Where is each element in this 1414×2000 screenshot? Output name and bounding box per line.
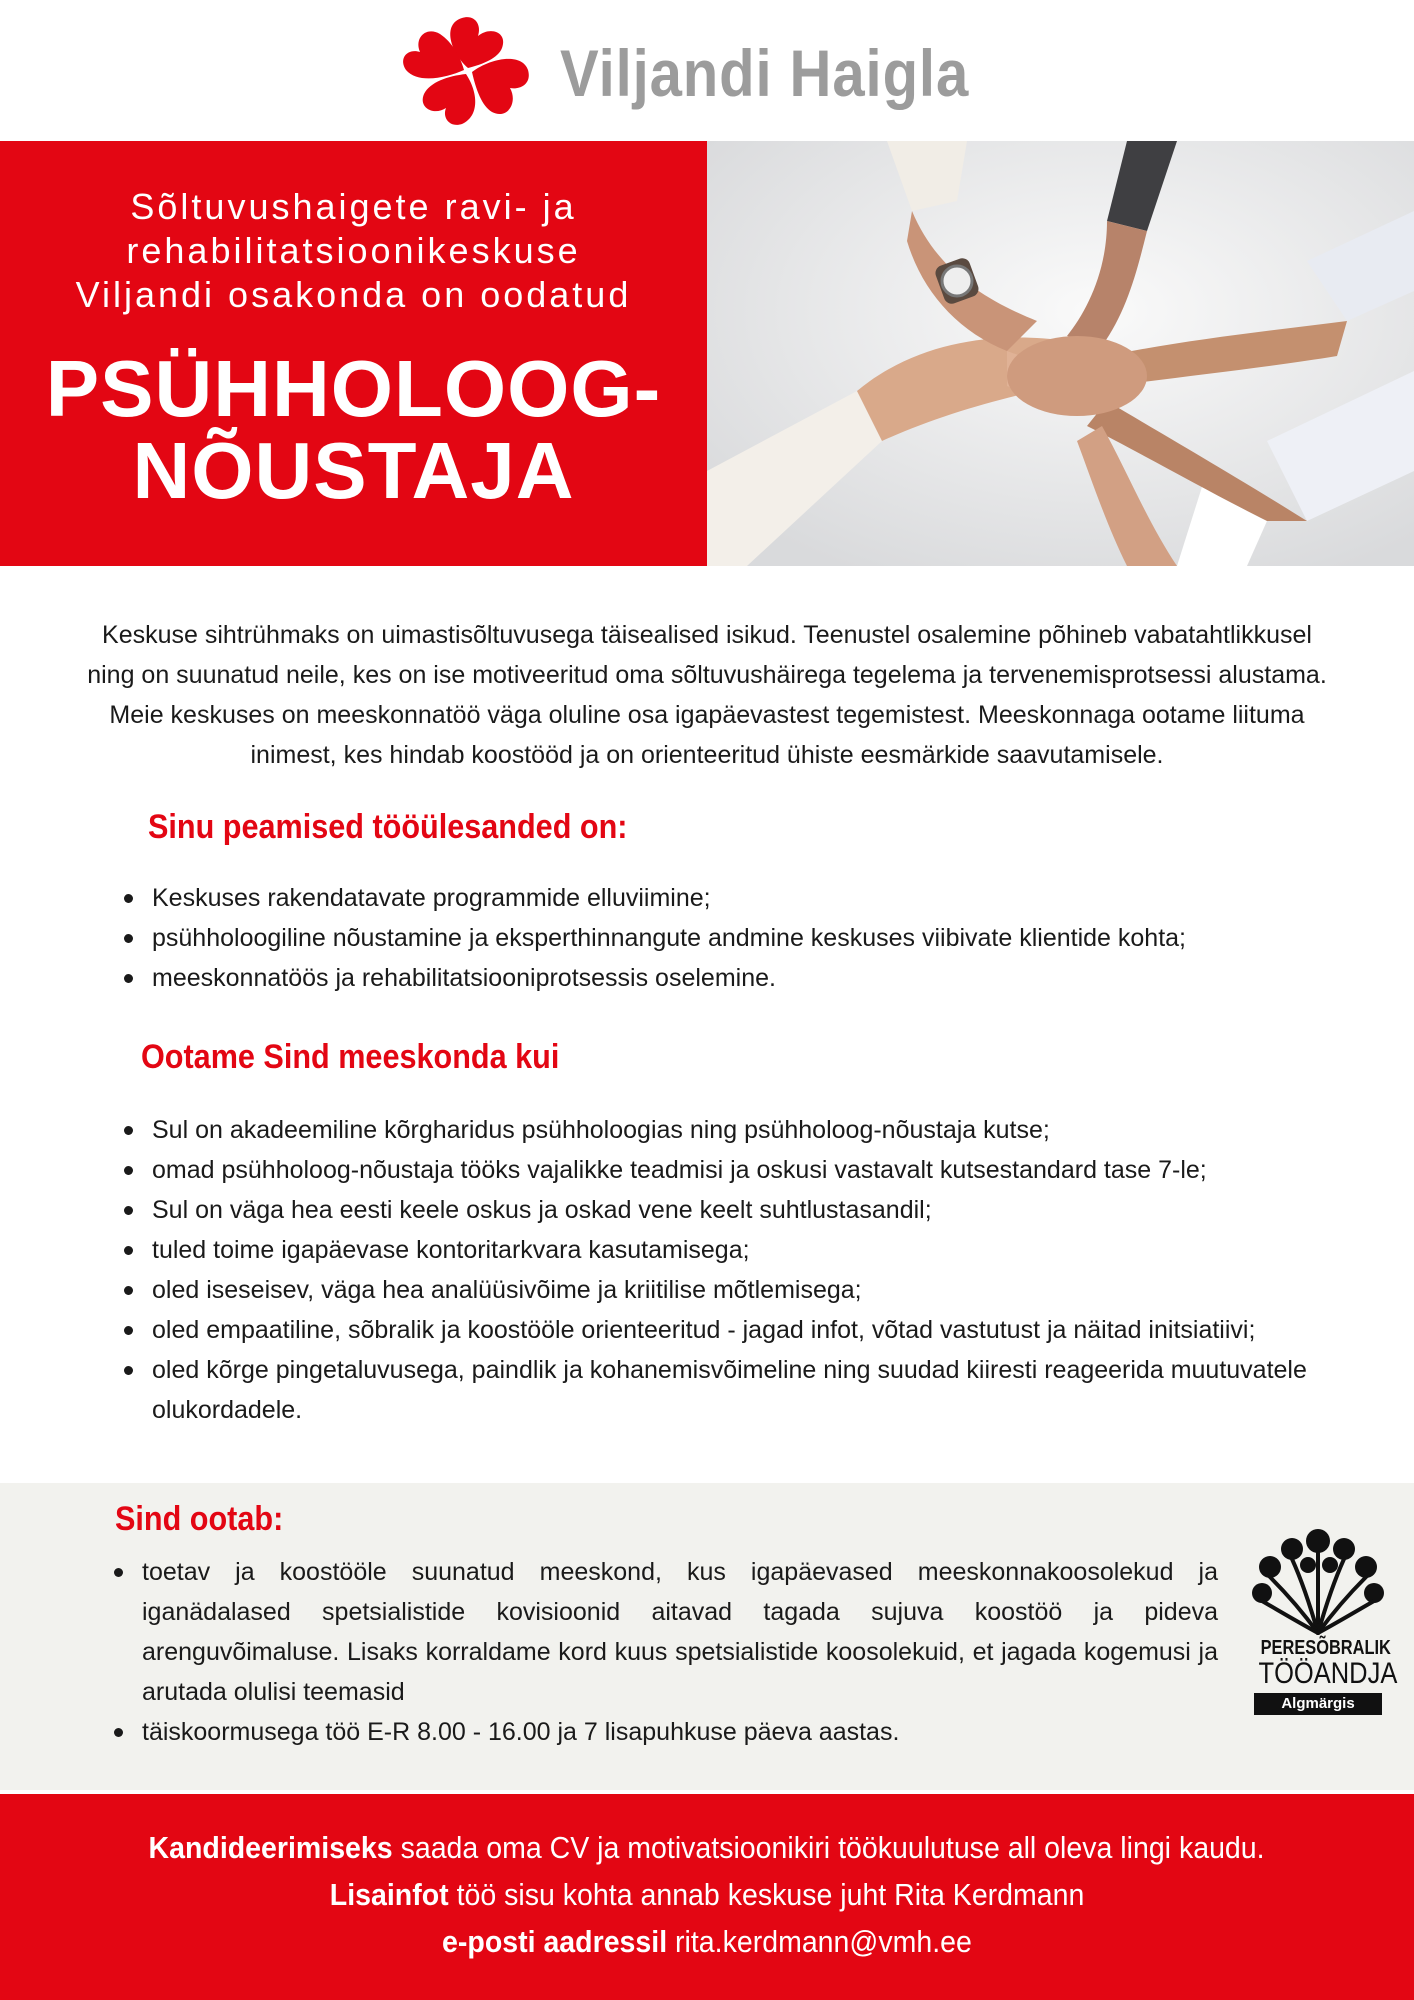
tree-family-icon bbox=[1248, 1525, 1388, 1635]
tasks-list bbox=[120, 878, 1340, 998]
offer-list bbox=[110, 1552, 1218, 1752]
list-item: täiskoormusega töö E-R 8.00 - 16.00 ja 7 lisapuhkuse päeva aastas. bbox=[110, 1712, 1218, 1752]
hero-intro-line: rehabilitatsioonikeskuse bbox=[126, 230, 581, 271]
footer-text: saada oma CV ja motivatsioonikiri töökuulutuse all oleva lingi kaudu. bbox=[393, 1830, 1266, 1865]
footer-line bbox=[0, 1824, 1414, 1871]
badge-line: TÖÖANDJA bbox=[1258, 1657, 1398, 1690]
list-item: oled kõrge pingetaluvusega, paindlik ja kohanemisvõimeline ning suudad kiiresti reageerida muutuvatele olukordadele. bbox=[120, 1350, 1350, 1430]
requirements-list bbox=[120, 1110, 1350, 1430]
hero-intro bbox=[0, 185, 707, 317]
list-item: oled iseseisev, väga hea analüüsivõime ja kriitilise mõtlemisega; bbox=[120, 1270, 1350, 1310]
badge-line: PERESÕBRALIK bbox=[1260, 1637, 1391, 1659]
intro-line: Meie keskuses on meeskonnatöö väga oluline osa igapäevastest tegemistest. Meeskonnaga ootame liituma bbox=[109, 701, 1305, 729]
list-item: omad psühholoog-nõustaja tööks vajalikke teadmisi ja oskusi vastavalt kutsestandard tase 7-le; bbox=[120, 1150, 1350, 1190]
contact-footer bbox=[0, 1794, 1414, 2000]
brand-name: Viljandi Haigla bbox=[559, 35, 969, 110]
intro-paragraph bbox=[70, 615, 1344, 775]
offer-heading: Sind ootab: bbox=[115, 1500, 284, 1538]
clover-logo-icon bbox=[390, 12, 550, 130]
intro-line: inimest, kes hindab koostööd ja on orienteeritud ühiste eesmärkide saavutamisele. bbox=[250, 741, 1164, 769]
brand-header bbox=[0, 0, 1414, 141]
list-item: meeskonnatöös ja rehabilitatsiooniprotsessis oselemine. bbox=[120, 958, 1340, 998]
footer-bold: e-posti aadressil bbox=[442, 1924, 668, 1959]
tasks-heading: Sinu peamised tööülesanded on: bbox=[148, 808, 628, 846]
job-title bbox=[0, 344, 707, 515]
list-item: tuled toime igapäevase kontoritarkvara kasutamisega; bbox=[120, 1230, 1350, 1270]
family-friendly-employer-badge bbox=[1248, 1525, 1398, 1725]
list-item: psühholoogiline nõustamine ja eksperthinnangute andmine keskuses viibivate klientide kohta; bbox=[120, 918, 1340, 958]
list-item: Keskuses rakendatavate programmide elluviimine; bbox=[120, 878, 1340, 918]
hero-intro-line: Sõltuvushaigete ravi- ja bbox=[130, 186, 577, 227]
job-title-line: PSÜHHOLOOG- bbox=[45, 344, 662, 433]
badge-line: Algmärgis bbox=[1254, 1693, 1382, 1715]
intro-line: Keskuse sihtrühmaks on uimastisõltuvusega täisealised isikud. Teenustel osalemine põhineb vabatahtlikkusel bbox=[102, 621, 1312, 649]
footer-bold: Kandideerimiseks bbox=[148, 1830, 394, 1865]
job-title-line: NÕUSTAJA bbox=[132, 426, 575, 515]
list-item: toetav ja koostööle suunatud meeskond, kus igapäevased meeskonnakoosolekud ja iganädalased spetsialistide kovisioonid aitavad tagada sujuva koostöö ja pideva arenguvõimaluse. Lisaks korraldame kord kuus spetsialistide koosolekuid, et jagada kogemusi ja arutada olulisi teemasid bbox=[110, 1552, 1218, 1712]
stacked-hands-photo bbox=[707, 141, 1414, 566]
list-item: oled empaatiline, sõbralik ja koostööle orienteeritud - jagad infot, võtad vastutust ja näitad initsiatiivi; bbox=[120, 1310, 1350, 1350]
hero-banner bbox=[0, 141, 707, 566]
list-item: Sul on väga hea eesti keele oskus ja oskad vene keelt suhtlustasandil; bbox=[120, 1190, 1350, 1230]
footer-line bbox=[0, 1918, 1414, 1965]
footer-bold: Lisainfot bbox=[329, 1877, 449, 1912]
list-item: Sul on akadeemiline kõrgharidus psühholoogias ning psühholoog-nõustaja kutse; bbox=[120, 1110, 1350, 1150]
footer-line bbox=[0, 1871, 1414, 1918]
intro-line: ning on suunatud neile, kes on ise motiveeritud oma sõltuvushäirega tegelema ja tervenemisprotsessi alustama. bbox=[87, 661, 1327, 689]
hero-intro-line: Viljandi osakonda on oodatud bbox=[75, 274, 632, 315]
requirements-heading: Ootame Sind meeskonda kui bbox=[141, 1038, 560, 1076]
footer-text: töö sisu kohta annab keskuse juht Rita Kerdmann bbox=[448, 1877, 1085, 1912]
stacked-hands-illustration bbox=[707, 141, 1414, 566]
contact-email[interactable]: rita.kerdmann@vmh.ee bbox=[667, 1924, 972, 1959]
